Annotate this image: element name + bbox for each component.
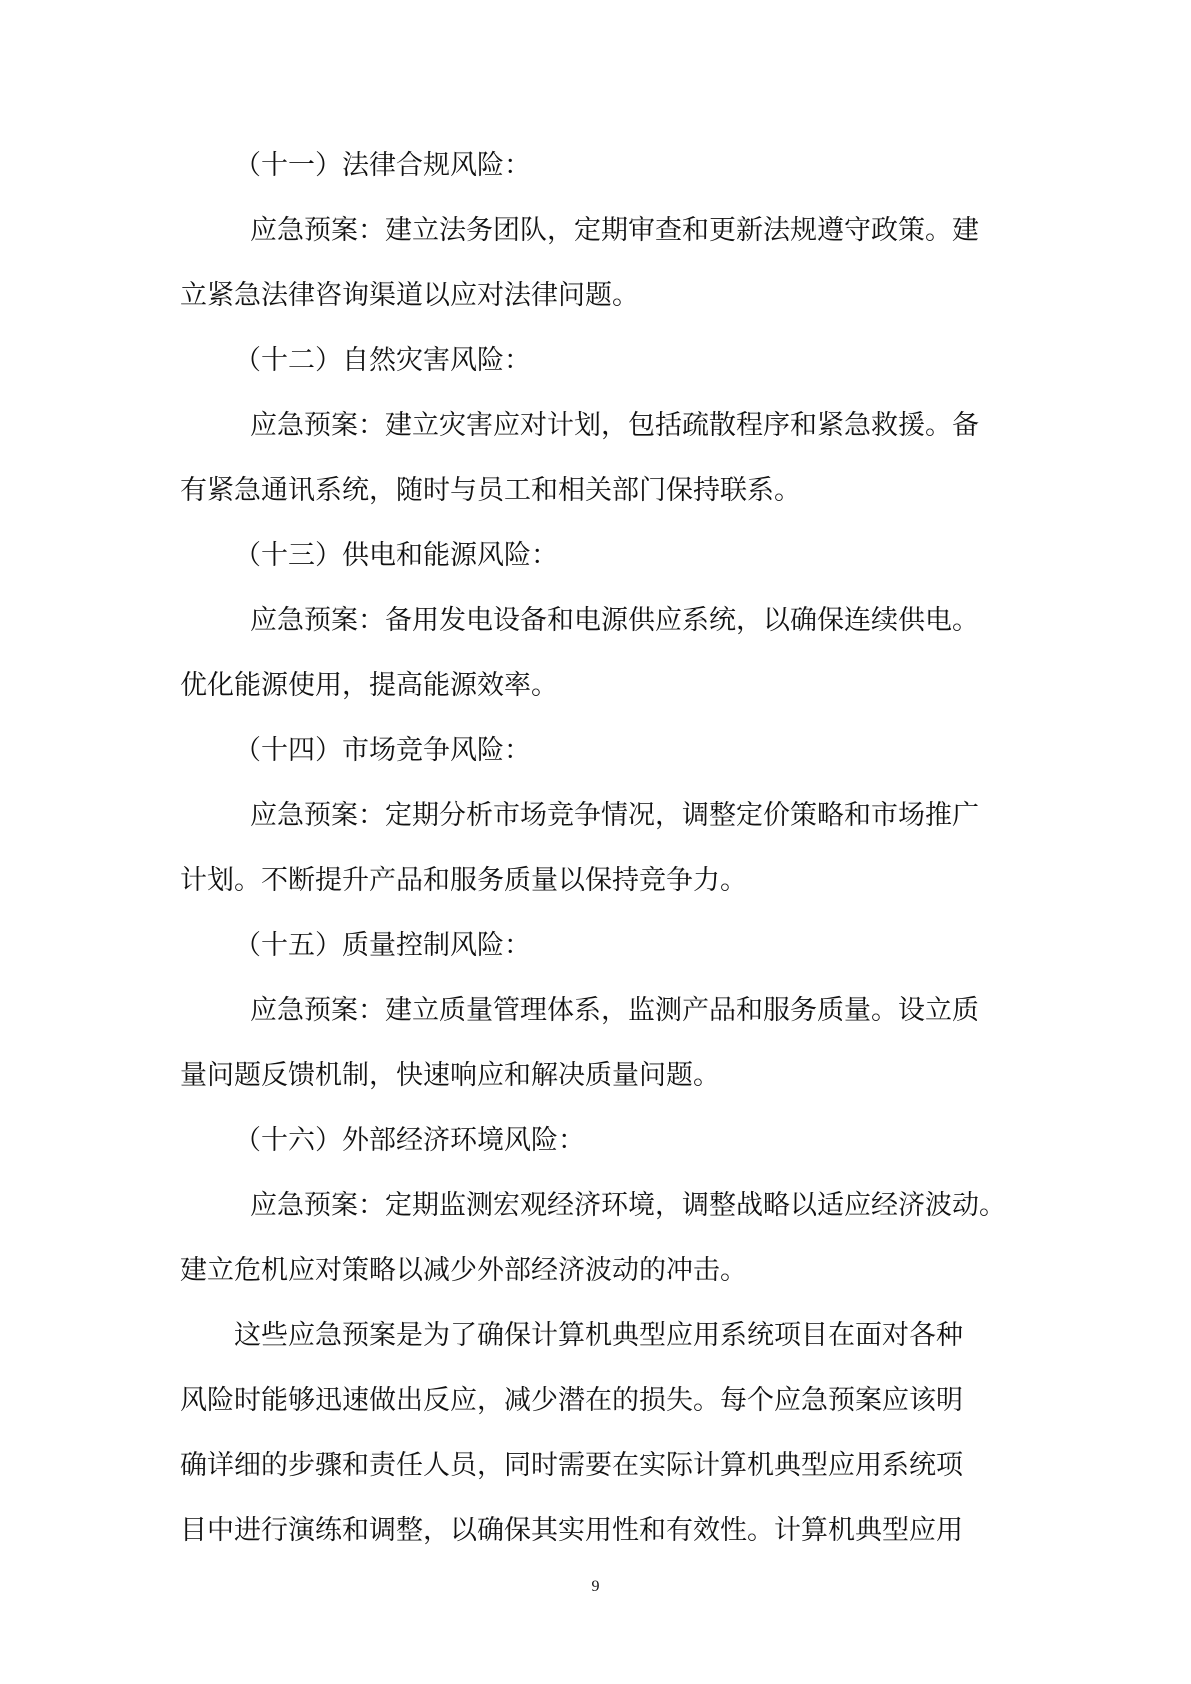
section-heading: （十六）外部经济环境风险：	[234, 1125, 585, 1156]
section-heading: （十一）法律合规风险：	[234, 150, 531, 181]
section-heading: （十四）市场竞争风险：	[234, 735, 531, 766]
page-number: 9	[591, 1578, 600, 1595]
plan-line: 优化能源使用，提高能源效率。	[180, 670, 558, 701]
section-heading: （十五）质量控制风险：	[234, 930, 531, 961]
summary-line: 风险时能够迅速做出反应，减少潜在的损失。每个应急预案应该明	[180, 1385, 963, 1416]
section-heading: （十二）自然灾害风险：	[234, 345, 531, 376]
plan-line: 应急预案：建立质量管理体系，监测产品和服务质量。设立质	[250, 995, 979, 1026]
section-heading: （十三）供电和能源风险：	[234, 540, 558, 571]
summary-line: 确详细的步骤和责任人员，同时需要在实际计算机典型应用系统项	[180, 1450, 963, 1481]
plan-line: 建立危机应对策略以减少外部经济波动的冲击。	[180, 1255, 747, 1286]
summary-line: 目中进行演练和调整，以确保其实用性和有效性。计算机典型应用	[180, 1515, 963, 1546]
plan-line: 有紧急通讯系统，随时与员工和相关部门保持联系。	[180, 475, 801, 506]
plan-line: 应急预案：建立法务团队，定期审查和更新法规遵守政策。建	[250, 215, 979, 246]
plan-line: 应急预案：备用发电设备和电源供应系统，以确保连续供电。	[250, 605, 979, 636]
plan-line: 应急预案：建立灾害应对计划，包括疏散程序和紧急救援。备	[250, 410, 979, 441]
summary-line: 这些应急预案是为了确保计算机典型应用系统项目在面对各种	[234, 1320, 963, 1351]
plan-line: 计划。不断提升产品和服务质量以保持竞争力。	[180, 865, 747, 896]
page-content	[180, 146, 1020, 1551]
plan-line: 应急预案：定期分析市场竞争情况，调整定价策略和市场推广	[250, 800, 979, 831]
plan-line: 应急预案：定期监测宏观经济环境，调整战略以适应经济波动。	[250, 1190, 1006, 1221]
plan-line: 量问题反馈机制，快速响应和解决质量问题。	[180, 1060, 720, 1091]
plan-line: 立紧急法律咨询渠道以应对法律问题。	[180, 280, 639, 311]
